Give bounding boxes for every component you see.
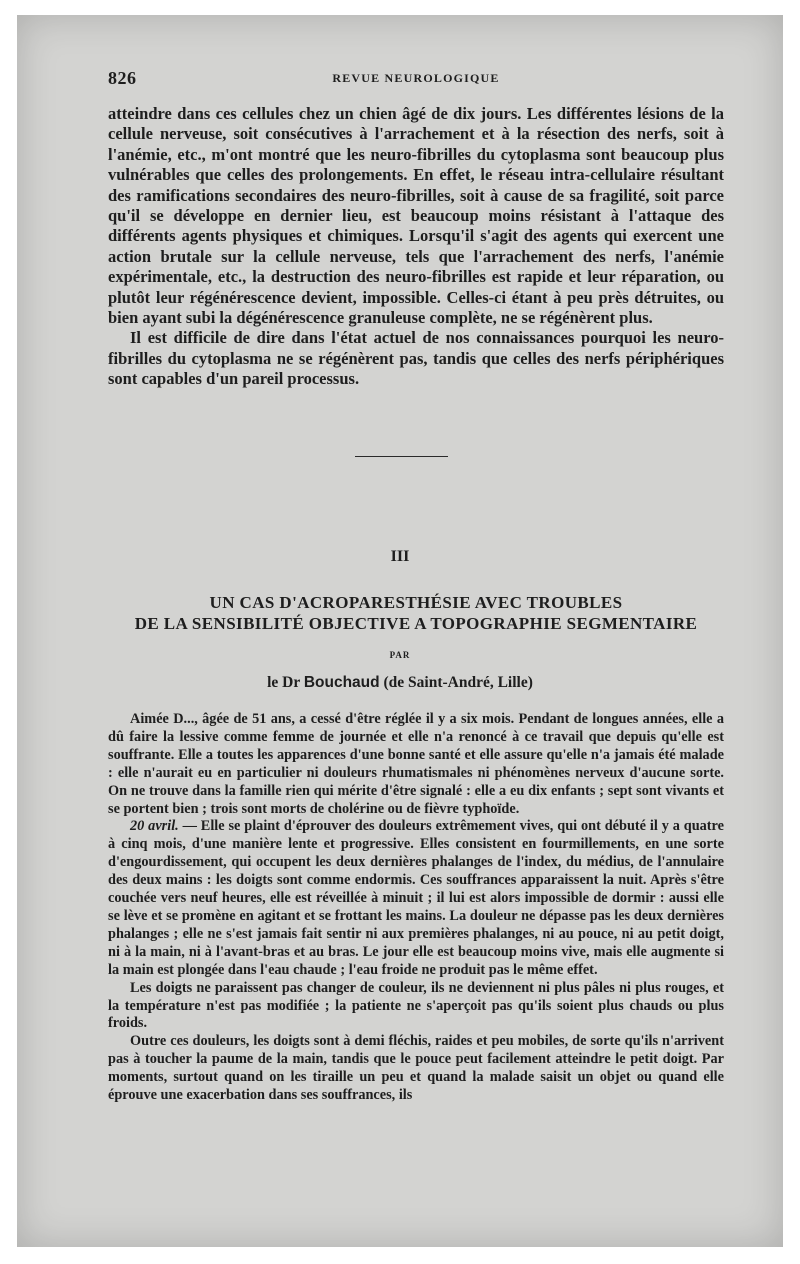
author-prefix: le Dr xyxy=(267,674,300,691)
article-title-line-2: DE LA SENSIBILITÉ OBJECTIVE A TOPOGRAPHIE SEGMENTAIRE xyxy=(134,614,698,633)
article-title xyxy=(108,592,724,634)
page-header xyxy=(108,68,724,90)
author-name: Bouchaud xyxy=(303,674,380,691)
running-head: REVUE NEUROLOGIQUE xyxy=(332,71,500,85)
section-divider xyxy=(355,456,448,457)
page-number: 826 xyxy=(108,68,137,88)
intro-paragraph-1: atteindre dans ces cellules chez un chien âgé de dix jours. Les différentes lésions de la cellule nerveuse, soit consécutives à l'arrachement et à la résection des nerfs, soit à l'anémie, etc., m'ont montré que les neuro-fibrilles du cytoplasma sont beaucoup plus vulnérables que celles des prolongements. En effet, le réseau intra-cellulaire résultant des ramifications secondaires des neuro-fibrilles, soit à cause de sa fragilité, soit parce qu'il se développe en dernier lieu, est beaucoup moins résistant à l'attaque des différents agents physiques et chimiques. Lorsqu'il s'agit des agents qui exercent une action brutale sur la cellule nerveuse, tels que l'arrachement des nerfs, l'anémie expérimentale, etc., la destruction des neuro-fibrilles est rapide et leur réparation, ou plutôt leur régénérescence devient, impossible. Celles-ci étant à peu près détruites, ou bien ayant subi la dégénérescence granuleuse complète, ne se régénèrent plus. xyxy=(108,104,724,328)
author-line xyxy=(0,674,800,692)
section-number: III xyxy=(390,548,410,565)
author-affiliation: (de Saint-André, Lille) xyxy=(383,674,533,691)
case-paragraph-3: Les doigts ne paraissent pas changer de couleur, ils ne deviennent ni plus pâles ni plus rouges, et la température n'est pas modifiée ; la patiente ne s'aperçoit pas qu'ils soient plus chauds ou plus froids. xyxy=(108,979,724,1032)
case-paragraph-2-text: — Elle se plaint d'éprouver des douleurs extrêmement vives, qui ont débuté il y a quatre à cinq mois, d'une manière lente et progressive. Elles consistent en fourmillements, en une sorte d'engourdissement, qui occupent les deux dernières phalanges de l'index, du médius, de l'annulaire des deux mains : les doigts sont comme endormis. Ces souffrances apparaissent la nuit. Après s'être couchée vers neuf heures, elle est réveillée à minuit ; il lui est alors impossible de dormir : aussi elle se lève et se promène en agitant et se frottant les mains. La douleur ne dépasse pas les deux dernières phalanges ; elle ne s'est jamais fait sentir ni aux premières phalanges, ni au pouce, ni au petit doigt, ni à la main, ni à l'avant-bras et au bras. Le jour elle est beaucoup moins vive, mais elle augmente si la main est plongée dans l'eau chaude ; l'eau froide ne produit pas le même effet. xyxy=(108,818,724,978)
intro-text xyxy=(108,104,724,390)
case-paragraph-4: Outre ces douleurs, les doigts sont à demi fléchis, raides et peu mobiles, de sorte qu'ils n'arrivent pas à toucher la paume de la main, tandis que le pouce peut facilement atteindre le petit doigt. Par moments, surtout quand on les tiraille un peu et quand la malade saisit un objet ou quand elle éprouve une exacerbation dans ses souffrances, ils xyxy=(108,1033,724,1104)
case-paragraph-2 xyxy=(108,818,724,979)
case-paragraph-1: Aimée D..., âgée de 51 ans, a cessé d'être réglée il y a six mois. Pendant de longues années, elle a dû faire la lessive comme femme de journée et elle n'a renoncé à ce travail que depuis qu'elle est souffrante. Elle a toutes les apparences d'une bonne santé et elle assure qu'elle n'a jamais été malade : elle n'aurait eu en particulier ni douleurs rhumatismales ni phénomènes nerveux d'aucune sorte. On ne trouve dans la famille rien qui mérite d'être signalé : elle a eu dix enfants ; sept sont vivants et se portent bien ; trois sont morts de cholérine ou de fièvre typhoïde. xyxy=(108,711,724,817)
case-report-text xyxy=(108,711,724,1105)
case-date: 20 avril. xyxy=(130,818,179,835)
byline-par: PAR xyxy=(389,650,411,660)
intro-paragraph-2: Il est difficile de dire dans l'état actuel de nos connaissances pourquoi les neuro-fibrilles du cytoplasma ne se régénèrent pas, tandis que celles des nerfs périphériques sont capables d'un pareil processus. xyxy=(108,328,724,389)
article-title-line-1: UN CAS D'ACROPARESTHÉSIE AVEC TROUBLES xyxy=(209,593,623,612)
